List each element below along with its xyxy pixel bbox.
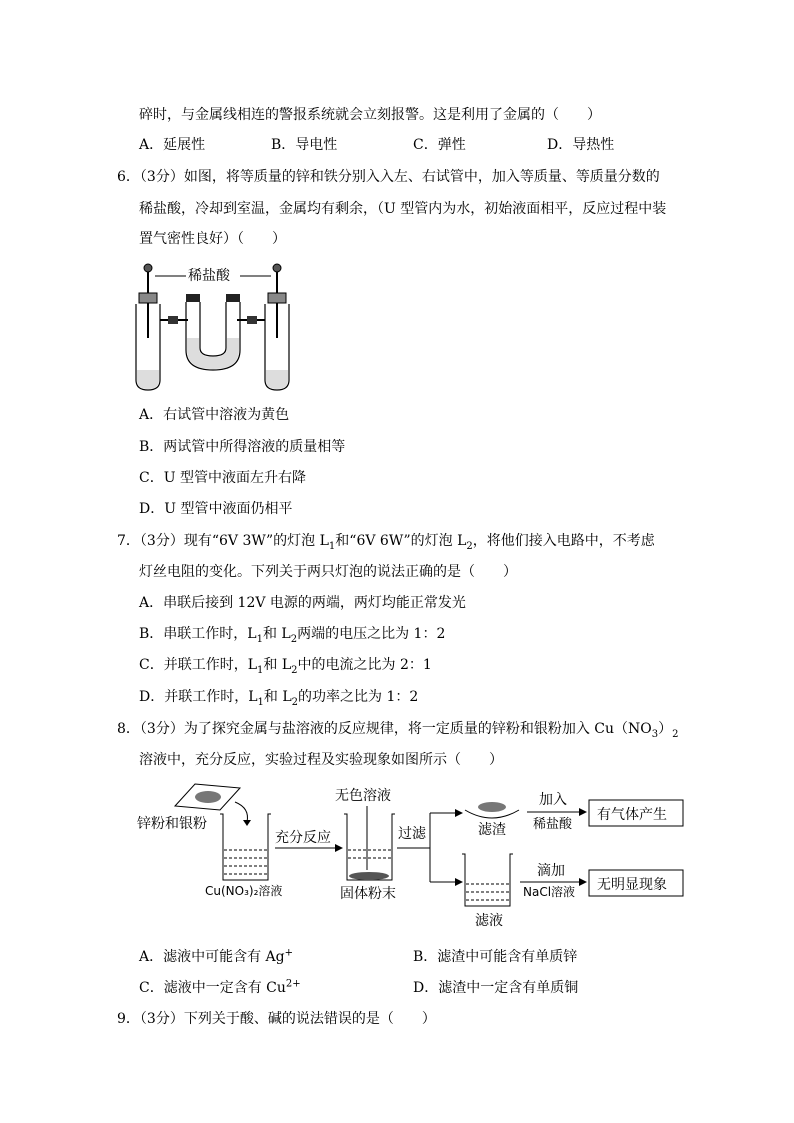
label-residue: 滤渣 [478,822,506,838]
q5-option-b: B．导电性 [271,137,338,153]
label-nacl: NaCl溶液 [523,885,576,899]
q6-option-c: C．U 型管中液面左升右降 [139,470,306,486]
label-solid: 固体粉末 [340,886,396,902]
q7-option-d: D．并联工作时，$L_1$和 $L_2$的功率之比为 1：2 [139,689,419,708]
q8-stem-line1: 8．（3分）为了探究金属与盐溶液的反应规律，将一定质量的锌粉和银粉加入 $Cu(NO_3)_2$ [117,721,679,740]
label-react: 充分反应 [275,830,331,846]
q6-option-d: D．U 型管中液面仍相平 [139,501,293,517]
q7-option-a: A．串联后接到 12V 电源的两端，两灯均能正常发光 [139,595,466,611]
label-drip: 滴加 [537,863,565,879]
label-colorless: 无色溶液 [335,788,391,804]
q6-apparatus-figure [128,258,303,394]
q8-experiment-figure [135,780,695,930]
q8-option-c: C．滤液中一定含有 $Cu^{2+}$ [139,978,301,996]
label-no-change: 无明显现象 [597,877,667,893]
q7-option-c: C．并联工作时，$L_1$和 $L_2$中的电流之比为 2：1 [139,657,432,676]
q6-option-a: A．右试管中溶液为黄色 [139,407,290,423]
q8-stem-line2: 溶液中，充分反应，实验过程及实验现象如图所示（ ） [139,752,503,768]
q7-option-b: B．串联工作时，$L_1$和 $L_2$两端的电压之比为 1：2 [139,626,446,645]
q6-stem-line2: 稀盐酸，冷却到室温，金属均有剩余，（U 型管内为水，初始液面相平，反应过程中装 [139,201,667,217]
label-dilute-hcl: 稀盐酸 [533,817,573,832]
q8-option-a: A．滤液中可能含有 Ag+ [139,947,294,965]
q6-figure-label: 稀盐酸 [188,268,230,284]
label-cuno3: Cu(NO₃)₂溶液 [205,884,283,898]
q5-option-c: C．弹性 [413,137,466,153]
label-add: 加入 [539,792,567,808]
label-filter: 过滤 [398,826,426,842]
q7-stem-line1: 7．（3分）现有“6V 3W”的灯泡 $L_1$和“6V 6W”的灯泡 $L_2$，将他们接入电路中，不考虑 [117,533,655,552]
label-filtrate: 滤液 [475,913,503,929]
label-gas: 有气体产生 [597,807,667,823]
q5-option-d: D．导热性 [547,137,615,153]
q9-stem-line1: 9．（3分）下列关于酸、碱的说法错误的是（ ） [117,1011,436,1027]
q6-stem-line3: 置气密性良好）（ ） [139,231,286,247]
q6-option-b: B．两试管中所得溶液的质量相等 [139,439,346,455]
label-zn-ag: 锌粉和银粉 [137,816,207,832]
q7-stem-line2: 灯丝电阻的变化。下列关于两只灯泡的说法正确的是（ ） [139,564,517,580]
q6-stem-line1: 6．（3分）如图，将等质量的锌和铁分别入入左、右试管中，加入等质量、等质量分数的 [117,169,660,185]
q8-option-d: D．滤渣中一定含有单质铜 [413,980,579,996]
q5-stem-tail: 碎时，与金属线相连的警报系统就会立刻报警。这是利用了金属的（ ） [139,107,601,123]
q5-option-a: A．延展性 [139,137,206,153]
q8-option-b: B．滤渣中可能含有单质锌 [413,949,578,965]
